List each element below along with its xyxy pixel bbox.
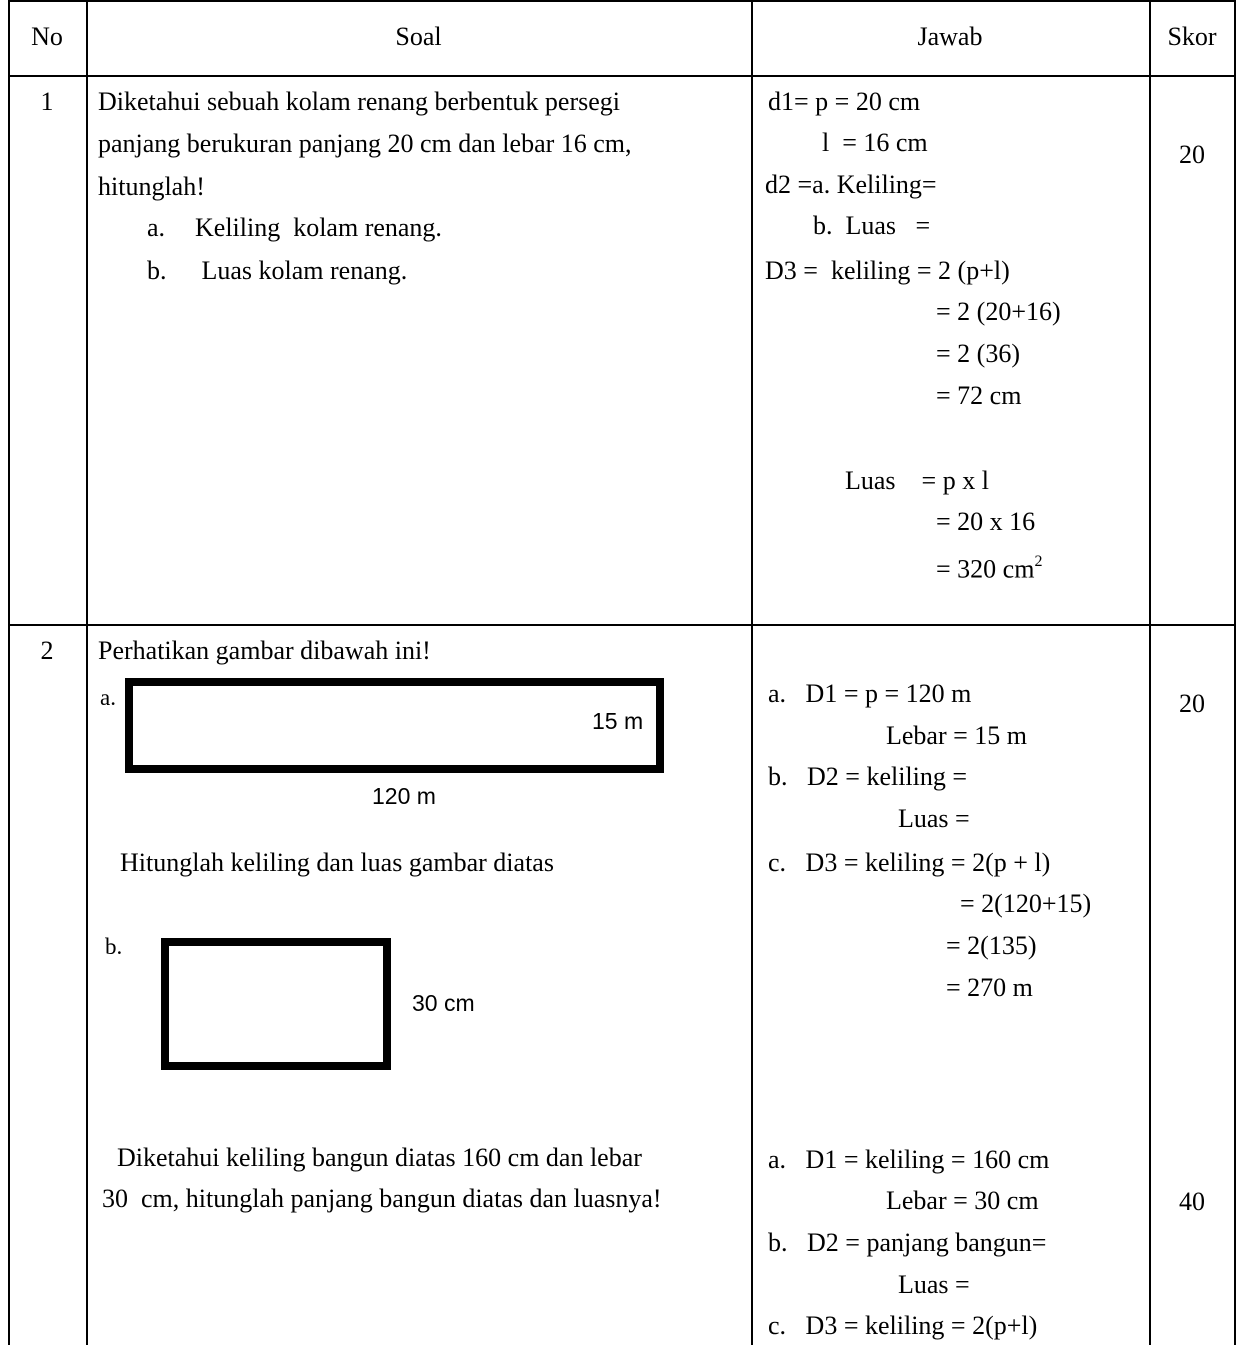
row2-answer-a-line: = 2(135) (946, 931, 1037, 960)
column-divider-no (86, 0, 88, 1345)
row1-answer-line: = 2 (20+16) (936, 297, 1061, 326)
header-soal: Soal (395, 22, 442, 51)
row1-item-text: Keliling kolam renang. (195, 213, 442, 242)
row1-answer-line: Luas = p x l (845, 466, 989, 495)
row2-answer-b-line: a. D1 = keliling = 160 cm (768, 1145, 1050, 1174)
row2-answer-b-line: Lebar = 30 cm (886, 1186, 1039, 1215)
row2-answer-b-line: c. D3 = keliling = 2(p+l) (768, 1311, 1038, 1340)
row1-answer-line: d1= p = 20 cm (768, 87, 921, 116)
rectangle-figure-b (161, 938, 391, 1070)
column-divider-soal (751, 0, 753, 1345)
row1-answer-line: = 2 (36) (936, 339, 1020, 368)
row2-answer-a-line: c. D3 = keliling = 2(p + l) (768, 848, 1051, 877)
fig-a-width-label: 120 m (372, 783, 436, 809)
row2-answer-a-line: = 2(120+15) (960, 889, 1092, 918)
row1-answer-line: l = 16 cm (822, 128, 928, 157)
row2-answer-a-line: Luas = (898, 804, 970, 833)
row2-question-b-line: Diketahui keliling bangun diatas 160 cm dan lebar (117, 1143, 642, 1172)
fig-a-marker: a. (100, 685, 116, 710)
rectangle-figure-a (125, 678, 664, 773)
row2-question-a: Hitunglah keliling dan luas gambar diatas (120, 848, 554, 877)
fig-b-marker: b. (105, 934, 123, 959)
row1-question-line: Diketahui sebuah kolam renang berbentuk persegi (98, 87, 620, 116)
row1-area-exponent: 2 (1034, 553, 1043, 570)
row1-number: 1 (40, 87, 54, 116)
row2-answer-a-line: a. D1 = p = 120 m (768, 679, 972, 708)
row1-item-marker: a. (147, 213, 166, 242)
row1-area-value: = 320 cm (936, 554, 1035, 584)
row1-score: 20 (1179, 140, 1205, 169)
row2-answer-b-line: Luas = (898, 1270, 970, 1299)
row2-question-b-line: 30 cm, hitunglah panjang bangun diatas dan luasnya! (102, 1184, 662, 1213)
row2-number: 2 (40, 636, 54, 665)
row1-item-text: Luas kolam renang. (195, 256, 408, 285)
table-left-border (8, 0, 10, 1345)
row1-answer-line: = 72 cm (936, 381, 1022, 410)
row1-answer-line: = 20 x 16 (936, 507, 1036, 536)
row2-score-b: 40 (1179, 1187, 1205, 1216)
row1-question-line: panjang berukuran panjang 20 cm dan lebar 16 cm, (98, 129, 632, 158)
fig-a-height-label: 15 m (592, 708, 644, 734)
row2-answer-b-line: b. D2 = panjang bangun= (768, 1228, 1047, 1257)
header-bottom-border (8, 75, 1236, 77)
row2-answer-a-line: Lebar = 15 m (886, 721, 1028, 750)
row2-intro: Perhatikan gambar dibawah ini! (98, 636, 431, 665)
column-divider-jawab (1149, 0, 1151, 1345)
header-no: No (31, 22, 63, 51)
header-skor: Skor (1167, 22, 1217, 51)
row1-answer-line: D3 = keliling = 2 (p+l) (765, 256, 1010, 285)
row1-question-line: hitunglah! (98, 172, 205, 201)
row2-answer-a-line: = 270 m (946, 973, 1033, 1002)
row1-item-marker: b. (147, 256, 167, 285)
table-top-border (8, 0, 1236, 2)
row2-answer-a-line: b. D2 = keliling = (768, 762, 968, 791)
fig-b-height-label: 30 cm (412, 990, 475, 1016)
row1-answer-line: b. Luas = (813, 211, 931, 240)
header-jawab: Jawab (917, 22, 983, 51)
row1-answer-line: d2 =a. Keliling= (765, 170, 937, 199)
row2-score-a: 20 (1179, 689, 1205, 718)
row1-answer-area (936, 549, 1042, 585)
row1-bottom-border (8, 624, 1236, 626)
